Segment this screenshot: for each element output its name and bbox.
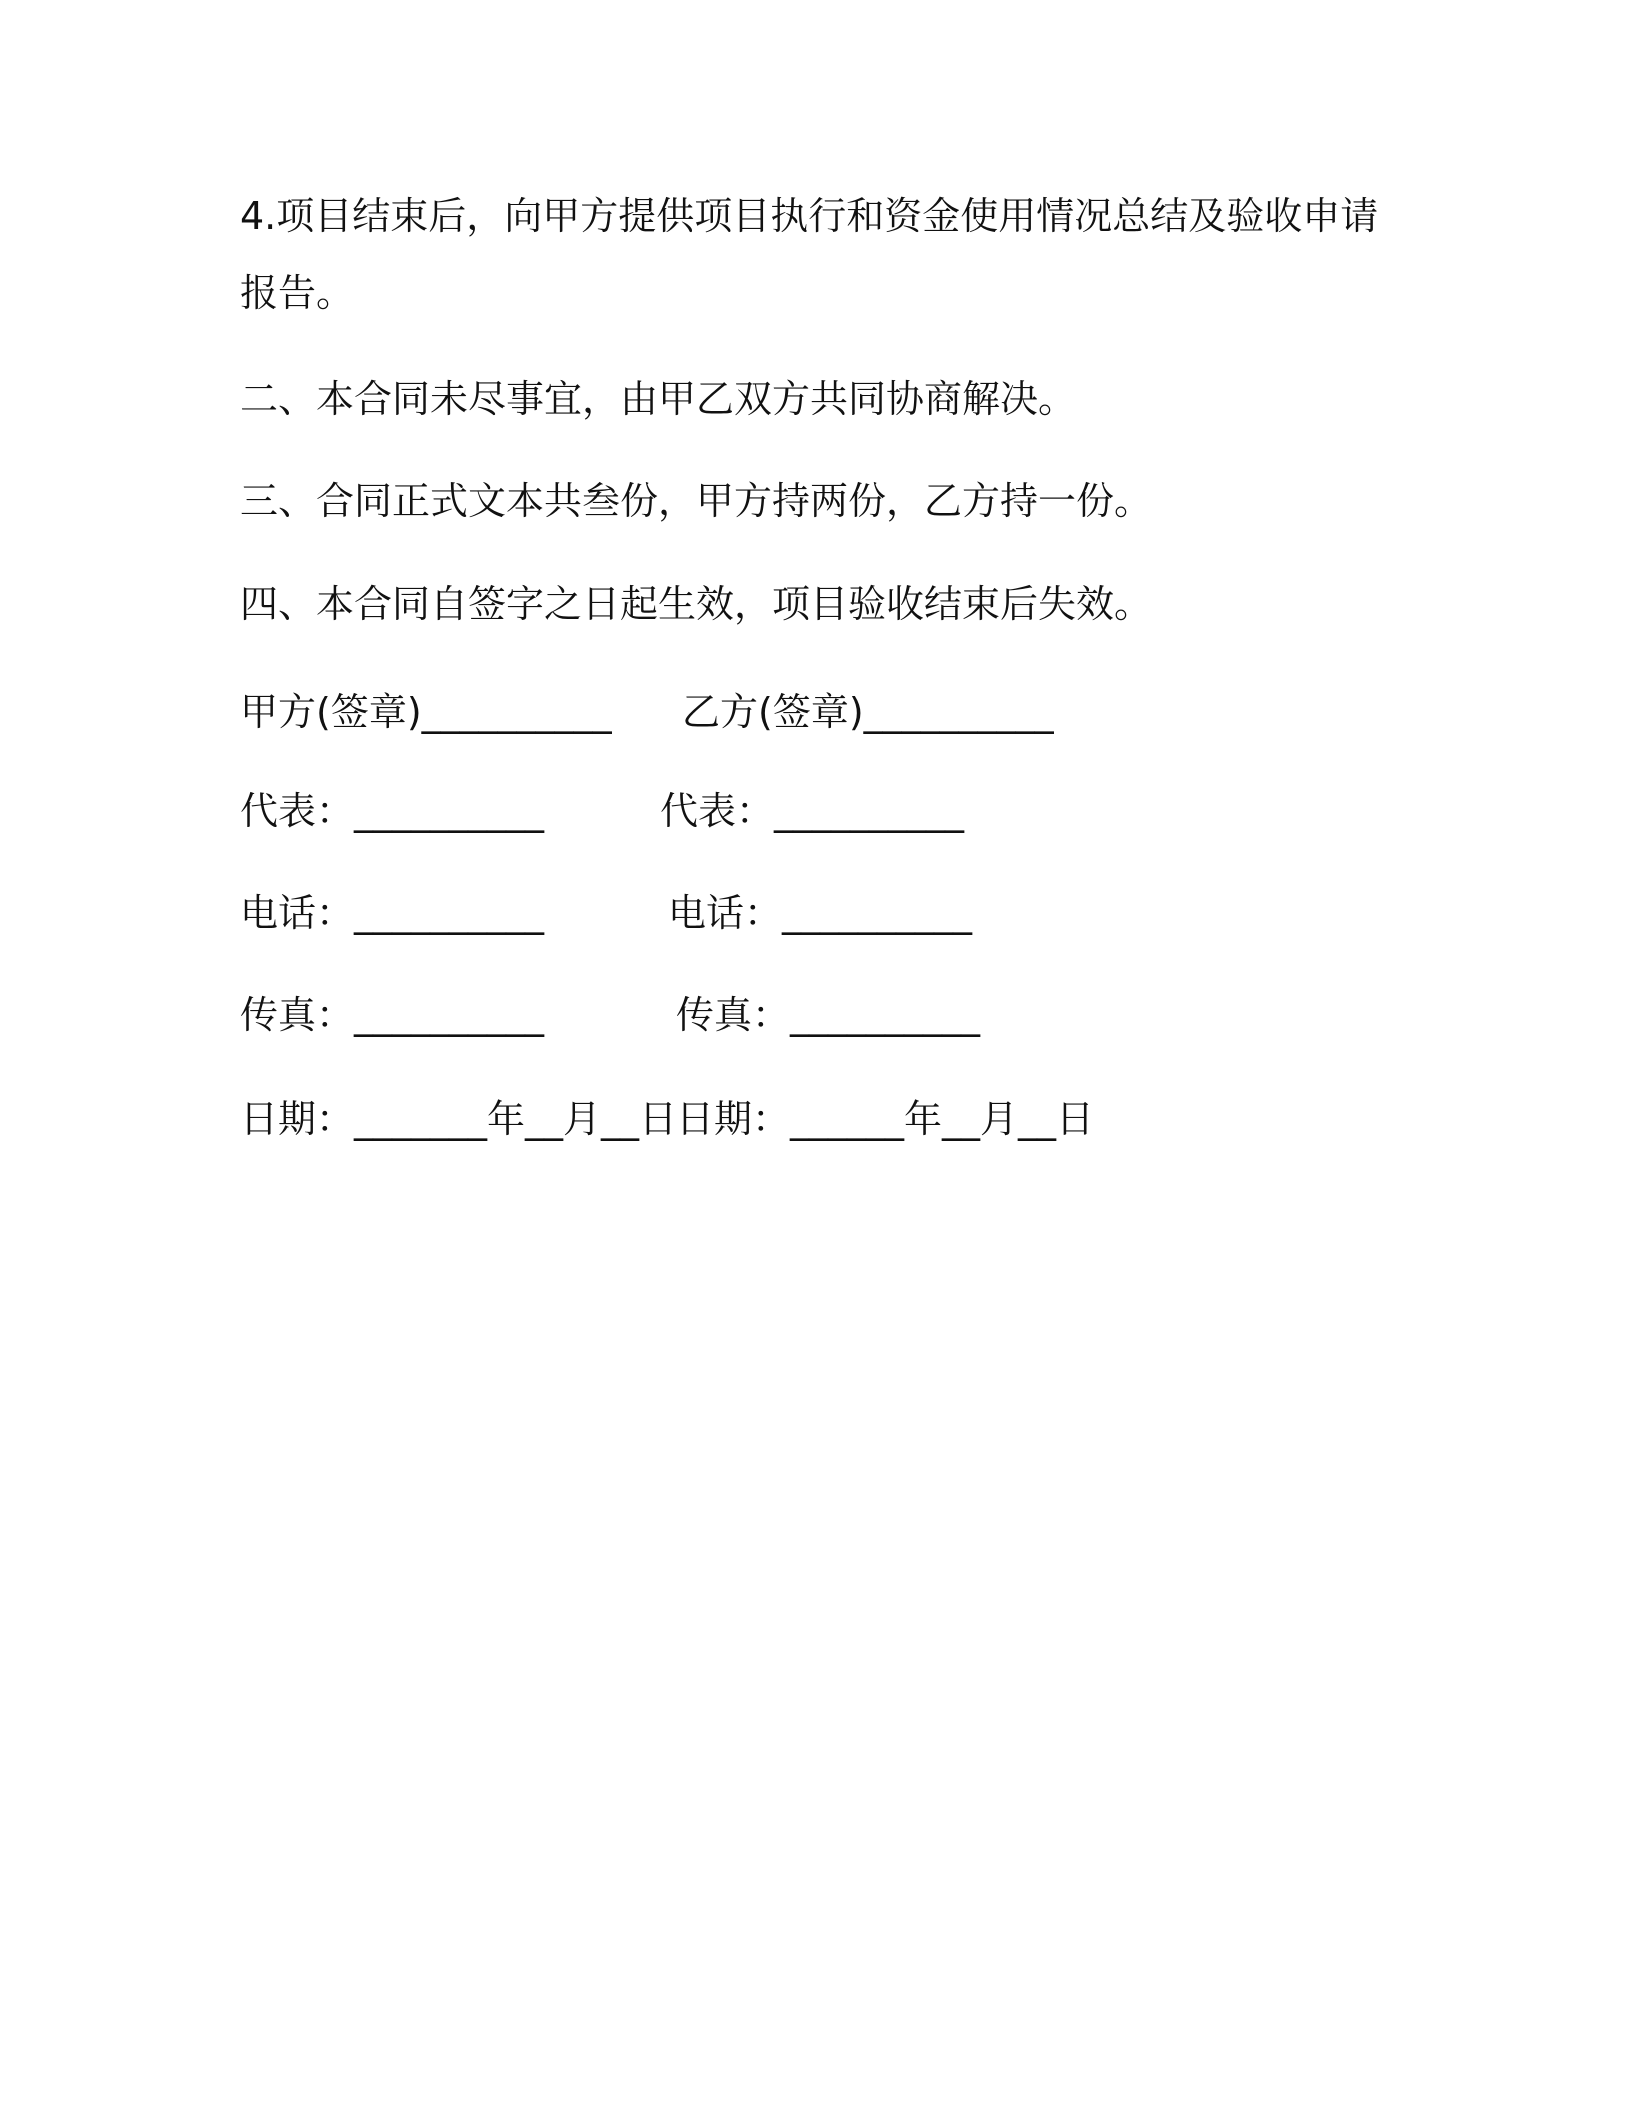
party-a-seal-field: 甲方(签章)__________ [240, 690, 612, 734]
party-a-representative-field: 代表：__________ [240, 789, 545, 833]
clause-4-line-1: 4.项目结束后，向甲方提供项目执行和资金使用情况总结及验收申请 [240, 194, 1379, 238]
party-a-date-field: 日期：_______年__月__日 [240, 1097, 678, 1141]
party-b-seal-field: 乙方(签章)__________ [682, 690, 1054, 734]
party-b-representative-field: 代表：__________ [660, 789, 965, 833]
article-2: 二、本合同未尽事宜，由甲乙双方共同协商解决。 [240, 377, 1077, 421]
party-a-fax-field: 传真：__________ [240, 993, 545, 1037]
article-3: 三、合同正式文本共叁份，甲方持两份，乙方持一份。 [240, 479, 1153, 523]
party-b-date-field: 日期：______年__月__日 [676, 1097, 1095, 1141]
clause-4-line-2: 报告。 [240, 271, 355, 315]
party-b-fax-field: 传真：__________ [676, 993, 981, 1037]
party-b-phone-field: 电话：__________ [668, 891, 973, 935]
party-a-phone-field: 电话：__________ [240, 891, 545, 935]
article-4: 四、本合同自签字之日起生效，项目验收结束后失效。 [240, 582, 1153, 626]
